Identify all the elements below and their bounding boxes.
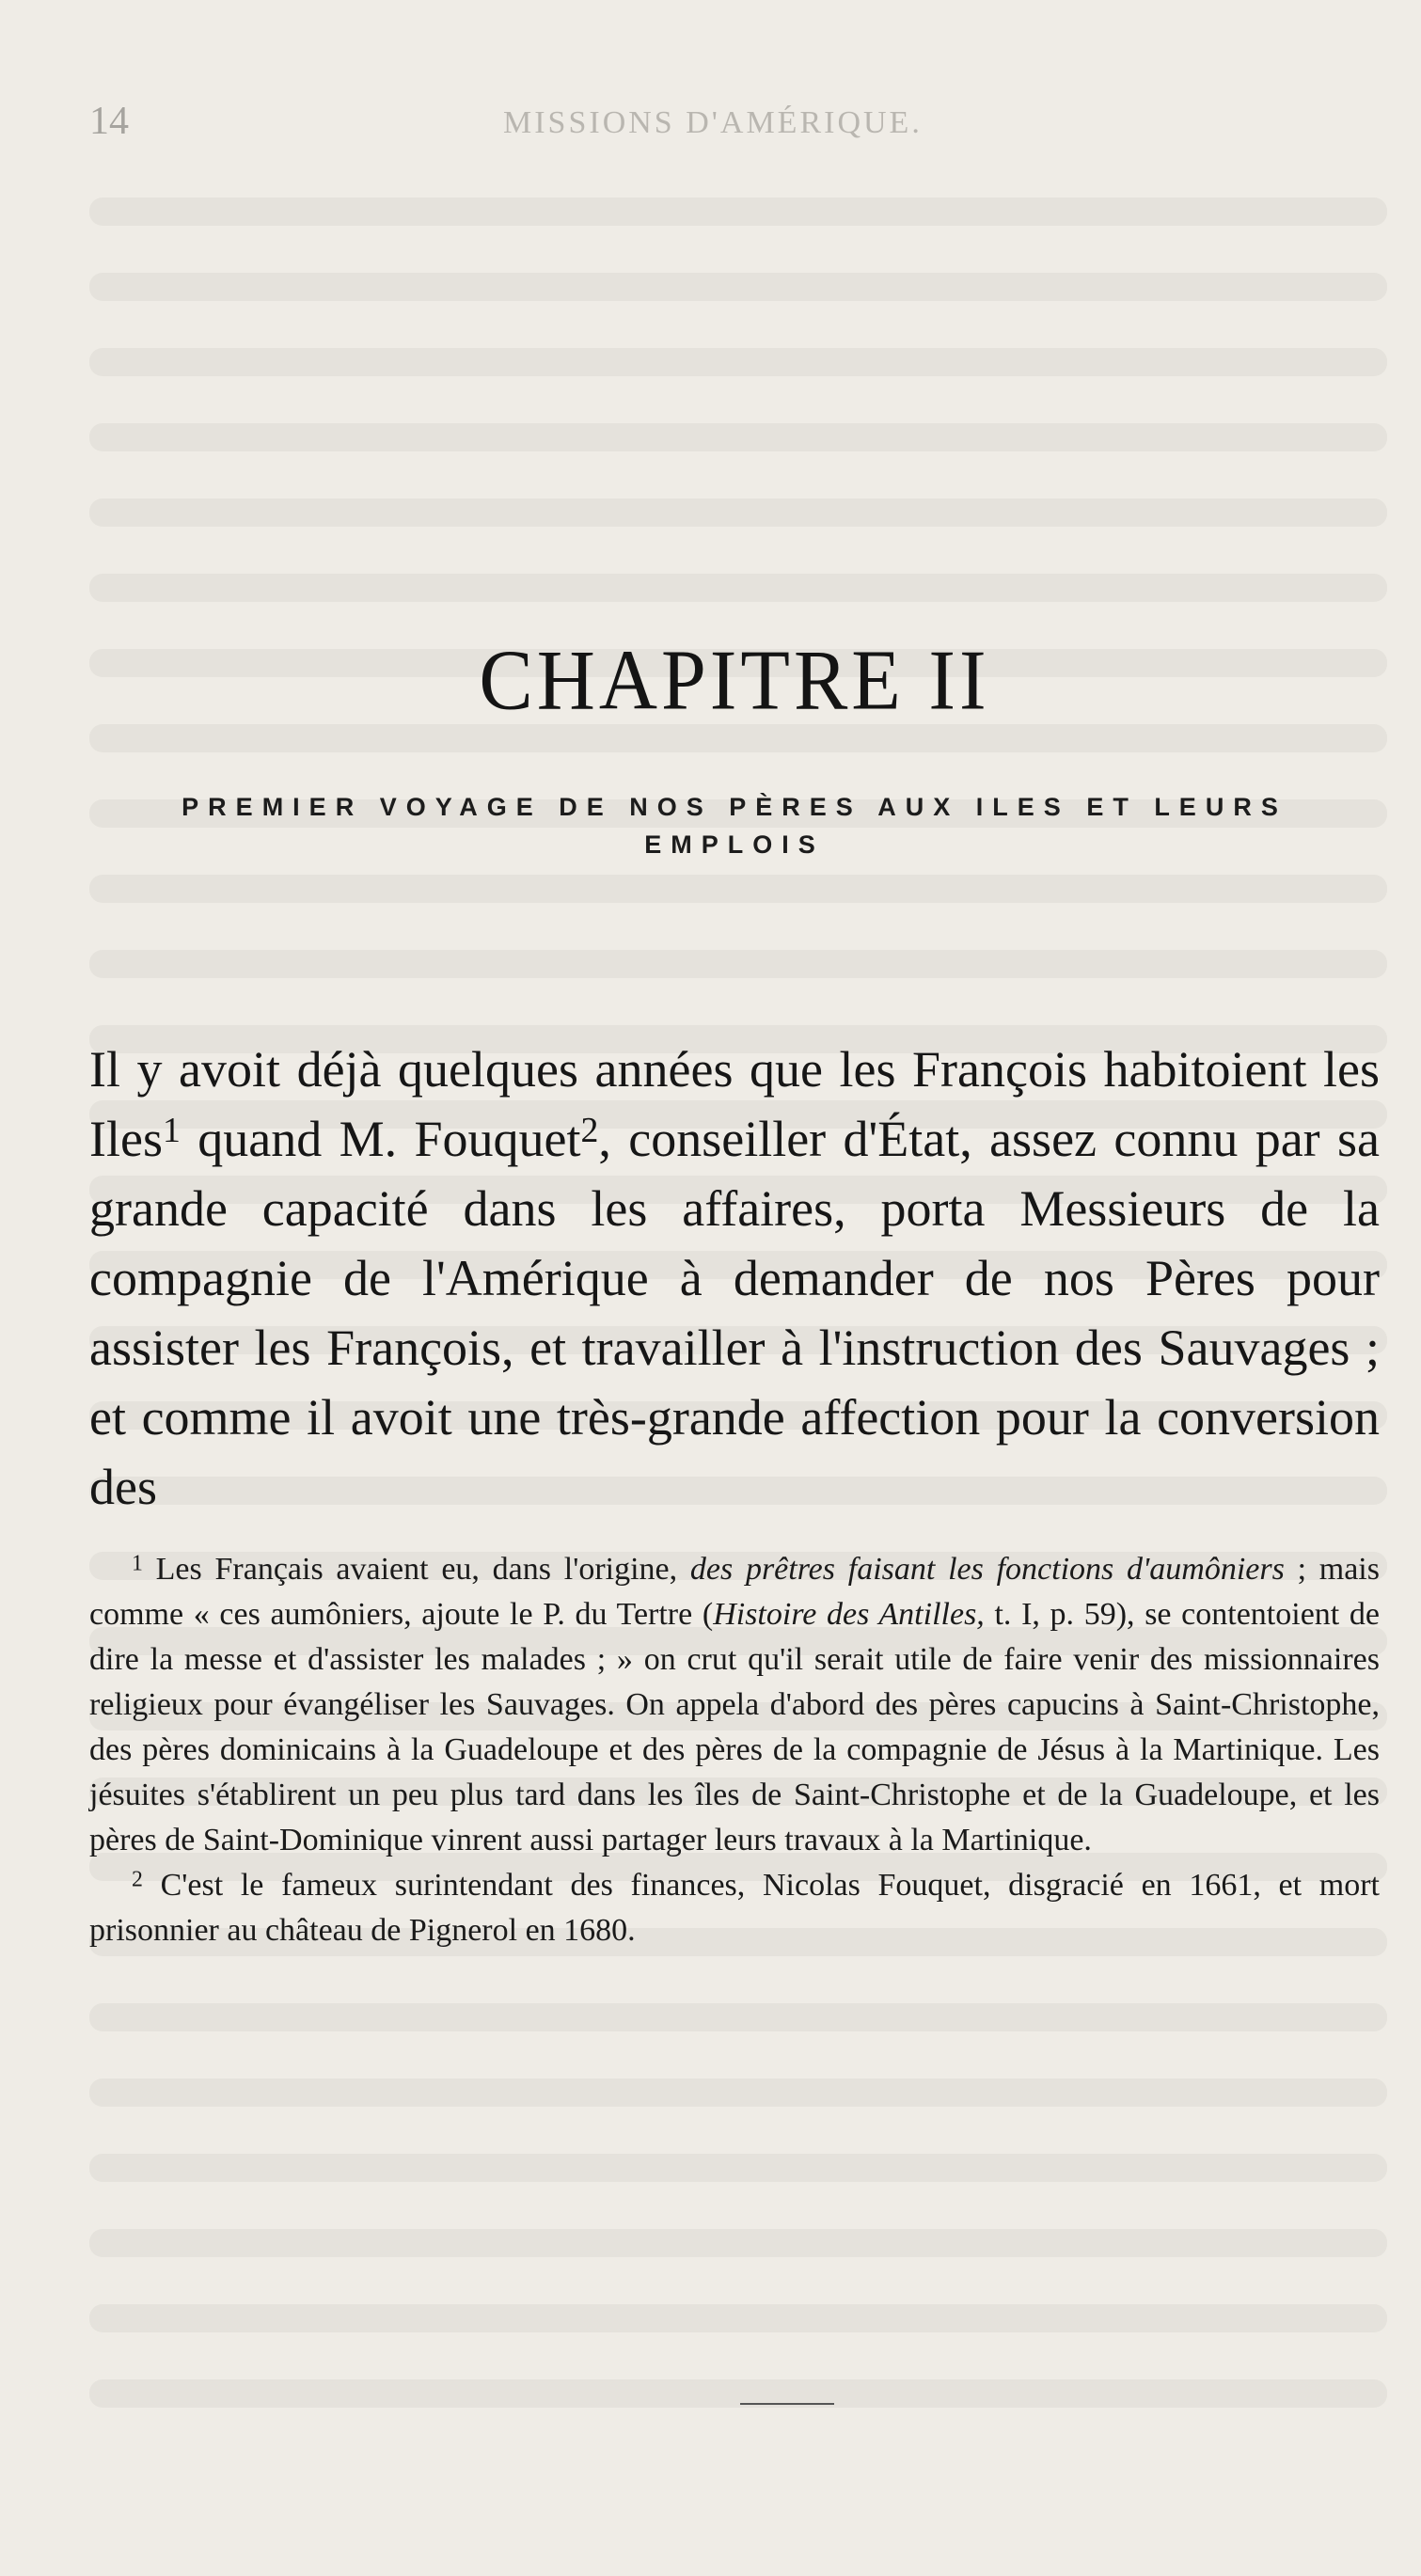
footnote-number: 1: [132, 1551, 143, 1576]
footnote-ref-2[interactable]: 2: [580, 1110, 599, 1150]
body-text-part: quand M. Fouquet: [180, 1111, 581, 1167]
body-text-part: , conseiller d'État, assez connu par sa grande capacité dans les affaires, porta Messieurs de la compagnie de l'Amérique à demander de nos Pères pour assister les François, et travailler à l'instruction des Sauvages ; et comme il avoit une très-grande affection pour la conversion des: [89, 1111, 1380, 1515]
footnote-text: t. I, p. 59), se contentoient de dire la messe et d'assister les malades ; » on crut qu'il serait utile de faire venir des missionnaires religieux pour évangéliser les Sauvages. On appela d'abord des pères capucins à Saint-Christophe, des pères dominicains à la Guadeloupe et des pères de la compagnie de Jésus à la Martinique. Les jésuites s'établirent un peu plus tard dans les îles de Saint-Christophe et de la Guadeloupe, et les pères de Saint-Dominique vinrent aussi partager leurs travaux à la Martinique.: [89, 1597, 1380, 1857]
footnote-ref-1[interactable]: 1: [162, 1110, 181, 1150]
footnote-text: Les Français avaient eu, dans l'origine,: [142, 1552, 690, 1587]
body-text-part: Il y avoit déjà quelques années que les François habitoient les Iles: [89, 1041, 1380, 1167]
footnote-italic: des prêtres faisant les fonctions d'aumôniers: [689, 1552, 1285, 1587]
footnote-1: [89, 1547, 1380, 1863]
chapter-title: CHAPITRE II: [479, 631, 990, 728]
body-paragraph: [89, 1035, 1380, 1522]
running-head: MISSIONS D'AMÉRIQUE.: [503, 105, 923, 140]
footnote-2: [89, 1863, 1380, 1953]
footnote-text: ; mais comme « ces aumôniers, ajoute le P. du Tertre (: [89, 1552, 1380, 1632]
chapter-subtitle: PREMIER VOYAGE DE NOS PÈRES AUX ILES ET LEURS EMPLOIS: [182, 793, 1287, 859]
footnote-number: 2: [132, 1867, 143, 1892]
footnotes: [89, 1547, 1380, 1953]
footer-rule: [740, 2403, 834, 2405]
footnote-italic: Histoire des Antilles,: [713, 1597, 985, 1632]
footnote-text: C'est le fameux surintendant des finances, Nicolas Fouquet, disgracié en 1661, et mort prisonnier au château de Pignerol en 1680.: [89, 1868, 1380, 1948]
page-number: 14: [89, 100, 129, 143]
book-page: [89, 0, 1380, 2576]
